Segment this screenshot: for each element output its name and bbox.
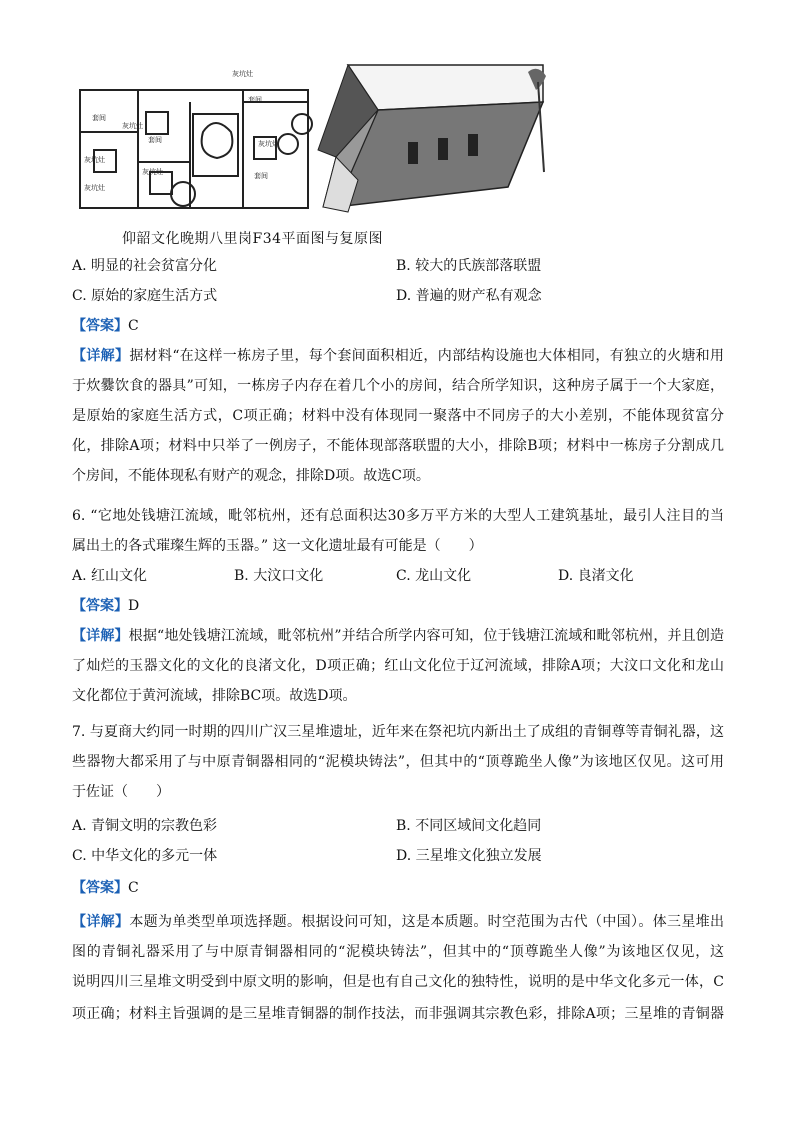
answer-value: D: [128, 598, 140, 614]
q6-stem-line: 6. “它地处钱塘江流域，毗邻杭州，还有总面积达30多万平方米的大型人工建筑基址，最引人注目的当: [72, 508, 724, 524]
plan-label: 灰坑灶: [258, 140, 279, 148]
plan-label: 灰坑灶: [84, 184, 105, 192]
q5-option-b: B. 较大的氏族部落联盟: [396, 258, 542, 274]
q7-stem-line: 些器物大都采用了与中原青铜器相同的“泥模块铸法”，但其中的“顶尊跪坐人像”为该地区仅见。这可用: [72, 754, 724, 770]
q6-detail-line: 了灿烂的玉器文化的文化的良渚文化，D项正确；红山文化位于辽河流域，排除A项；大汶口文化和龙山: [72, 658, 724, 674]
q7-detail-line: 项正确；材料主旨强调的是三星堆青铜器的制作技法，而非强调其宗教色彩，排除A项；三星堆的青铜器: [72, 1006, 724, 1022]
plan-label: 套间: [148, 136, 162, 144]
house-plan-and-reconstruction-image: [78, 62, 548, 222]
q6-stem-line: 属出土的各式璀璨生辉的玉器。” 这一文化遗址最有可能是（ ）: [72, 538, 483, 554]
q6-detail-line: 【详解】根据“地处钱塘江流域，毗邻杭州”并结合所学内容可知，位于钱塘江流域和毗邻杭州，并且创造: [72, 628, 725, 644]
detail-tag: 【详解】: [72, 914, 130, 930]
q7-detail-line: 说明四川三星堆文明受到中原文明的影响，但是也有自己文化的独特性，说明的是中华文化多元一体，C: [72, 974, 724, 990]
q7-answer: [72, 878, 724, 898]
q6-option-d: D. 良渚文化: [558, 568, 634, 584]
q5-detail-line: 个房间，不能体现私有财产的观念，排除D项。故选C项。: [72, 468, 430, 484]
q5-option-d: D. 普遍的财产私有观念: [396, 288, 542, 304]
q7-option-b: B. 不同区域间文化趋同: [396, 818, 542, 834]
plan-label: 灰坑灶: [84, 156, 105, 164]
q5-detail-line: 于炊爨饮食的器具”可知，一栋房子内存在着几个小的房间，结合所学知识，这种房子属于一个大家庭，: [72, 378, 724, 394]
q5-detail-line: 是原始的家庭生活方式，C项正确；材料中没有体现同一聚落中不同房子的大小差别，不能体现贫富分: [72, 408, 724, 424]
q7-option-a: A. 青铜文明的宗教色彩: [72, 818, 218, 834]
q6-answer: [72, 596, 724, 616]
q7-stem-line: 于佐证（ ）: [72, 784, 170, 800]
q5-detail-line: 【详解】据材料“在这样一栋房子里，每个套间面积相近，内部结构设施也大体相同，有独立的火塘和用: [72, 348, 725, 364]
q7-detail-line: 【详解】本题为单类型单项选择题。根据设问可知，这是本质题。时空范围为古代（中国）。体三星堆出: [72, 914, 725, 930]
q6-detail-line: 文化都位于黄河流域，排除BC项。故选D项。: [72, 688, 357, 704]
detail-tag: 【详解】: [72, 628, 129, 644]
q5-option-a: A. 明显的社会贫富分化: [72, 258, 218, 274]
q7-option-d: D. 三星堆文化独立发展: [396, 848, 542, 864]
reconstruction-drawing: [318, 65, 546, 212]
q5-answer: [72, 316, 724, 336]
plan-label: 灰坑灶: [232, 70, 253, 78]
q6-option-a: A. 红山文化: [72, 568, 148, 584]
q6-option-c: C. 龙山文化: [396, 568, 472, 584]
plan-label: 灰坑灶: [122, 122, 143, 130]
q7-option-c: C. 中华文化的多元一体: [72, 848, 218, 864]
plan-label: 灰坑灶: [142, 168, 163, 176]
plan-label: 套间: [248, 96, 262, 104]
figure-caption: 仰韶文化晚期八里岗F34平面图与复原图: [122, 231, 384, 247]
answer-tag: 【答案】: [72, 318, 128, 334]
q6-option-b: B. 大汶口文化: [234, 568, 324, 584]
answer-value: C: [128, 880, 139, 896]
detail-tag: 【详解】: [72, 348, 130, 364]
floor-plan-drawing: [80, 90, 312, 208]
q5-option-c: C. 原始的家庭生活方式: [72, 288, 218, 304]
q5-detail-line: 化，排除A项；材料中只举了一例房子，不能体现部落联盟的大小，排除B项；材料中一栋房子分割成几: [72, 438, 724, 454]
plan-label: 套间: [92, 114, 106, 122]
answer-value: C: [128, 318, 139, 334]
q7-detail-line: 图的青铜礼器采用了与中原青铜器相同的“泥模块铸法”，但其中的“顶尊跪坐人像”为该地区仅见，这: [72, 944, 724, 960]
answer-tag: 【答案】: [72, 598, 128, 614]
house-figure: [78, 62, 548, 247]
plan-label: 套间: [254, 172, 268, 180]
q7-stem-line: 7. 与夏商大约同一时期的四川广汉三星堆遗址，近年来在祭祀坑内新出土了成组的青铜尊等青铜礼器，这: [72, 724, 724, 740]
answer-tag: 【答案】: [72, 880, 128, 896]
